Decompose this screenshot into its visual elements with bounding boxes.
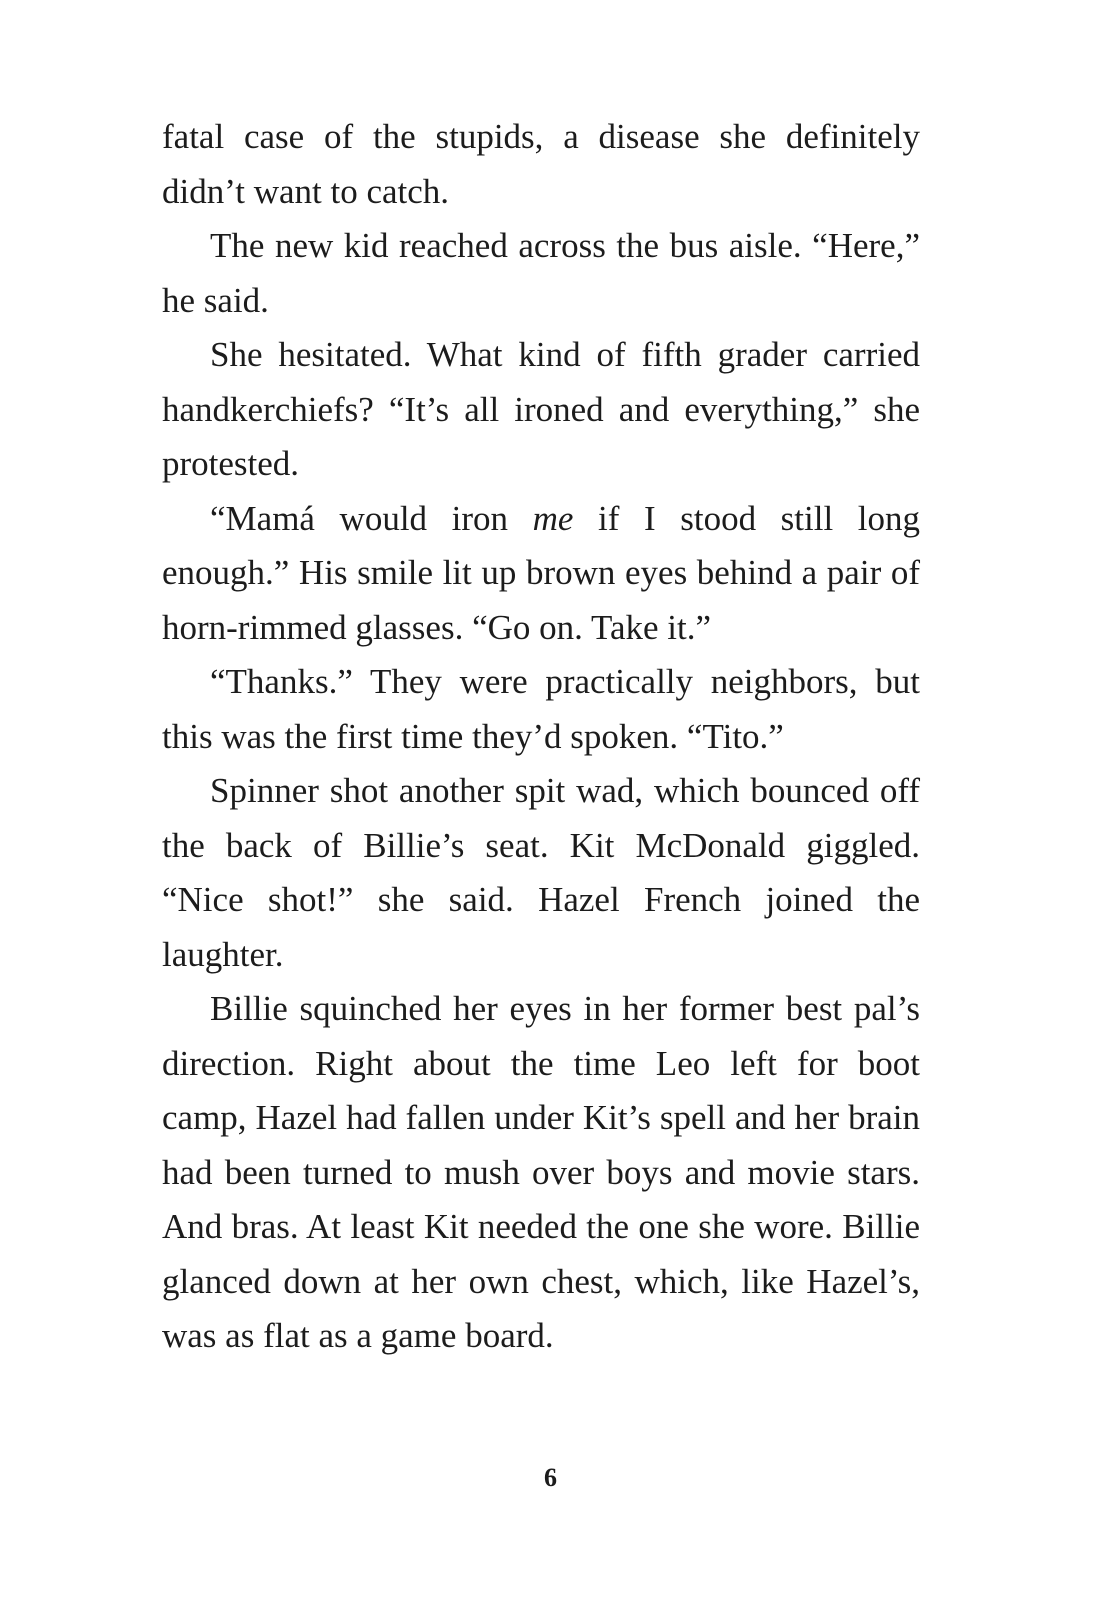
- emphasized-word: me: [532, 498, 574, 538]
- paragraph-6: [162, 764, 920, 982]
- paragraph-2: [162, 219, 920, 328]
- body-text: [162, 110, 920, 1364]
- paragraph-text: Spinner shot another spit wad, which bounced off the back of Billie’s seat. Kit McDonald giggled. “Nice shot!” she said. Hazel French joined the laughter.: [162, 771, 920, 974]
- page-number: 6: [544, 1463, 557, 1492]
- paragraph-text: The new kid reached across the bus aisle. “Here,” he said.: [162, 226, 920, 320]
- paragraph-text: “Mamá would iron: [210, 498, 533, 538]
- paragraph-text-continued: if I stood still long enough.” His smile lit up brown eyes behind a pair of horn-rimmed glasses. “Go on. Take it.”: [162, 498, 921, 647]
- paragraph-5: [162, 655, 920, 764]
- paragraph-4: [162, 492, 920, 656]
- paragraph-7: [162, 982, 920, 1364]
- paragraph-text: fatal case of the stupids, a disease she definitely didn’t want to catch.: [162, 117, 920, 211]
- paragraph-text: Billie squinched her eyes in her former best pal’s direction. Right about the time Leo left for boot camp, Hazel had fallen under Kit’s spell and her brain had been turned to mush over boys and movie stars. And bras. At least Kit needed the one she wore. Billie glanced down at her own chest, which, like Hazel’s, was as flat as a game board.: [162, 989, 920, 1355]
- paragraph-text: “Thanks.” They were practically neighbors, but this was the first time they’d spoken. “Tito.”: [162, 662, 920, 756]
- paragraph-1: [162, 110, 920, 219]
- paragraph-3: [162, 328, 920, 492]
- paragraph-text: She hesitated. What kind of fifth grader carried handkerchiefs? “It’s all ironed and everything,” she protested.: [162, 335, 920, 483]
